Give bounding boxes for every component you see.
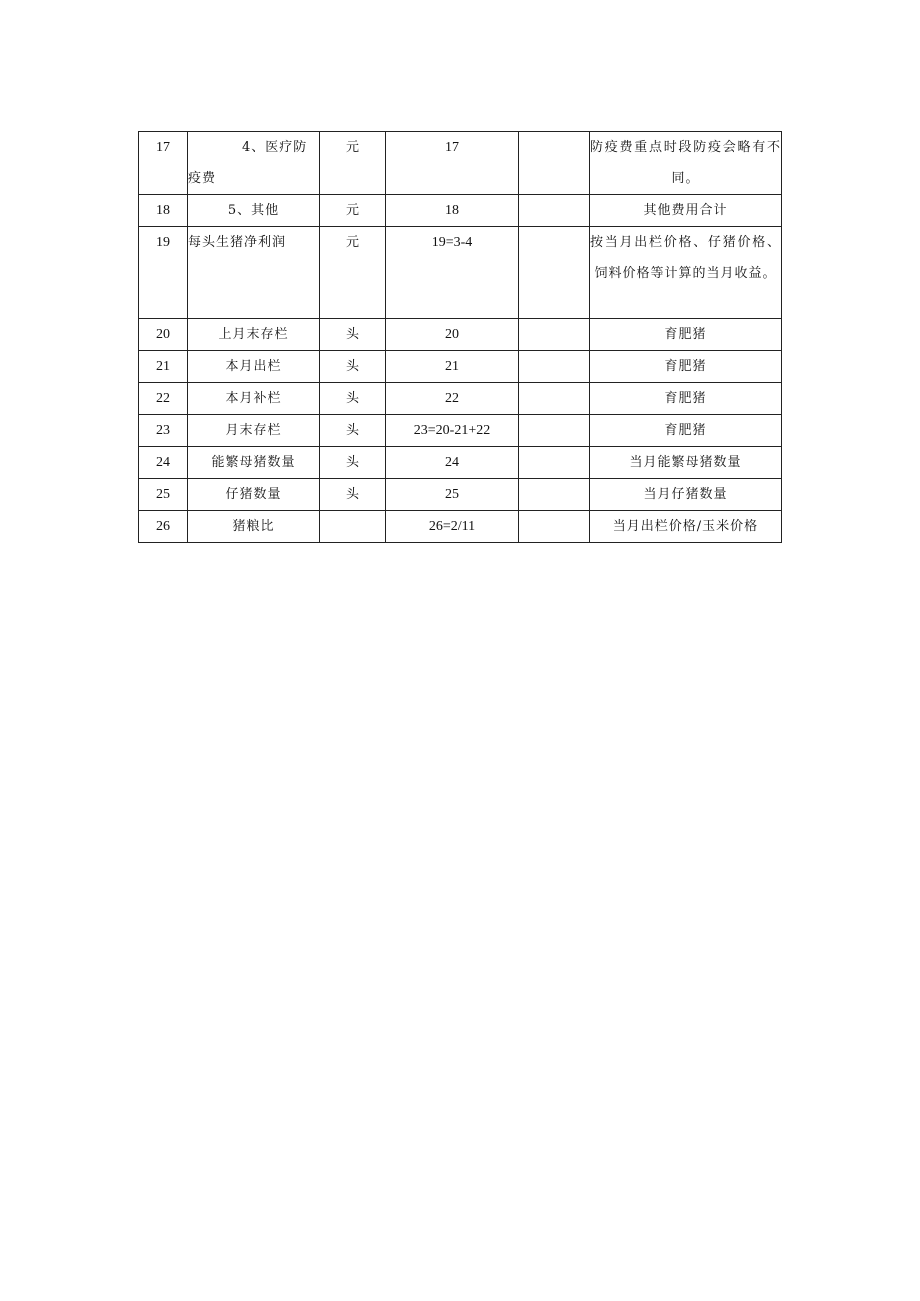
- blank-cell: [519, 447, 590, 479]
- item-name: 上月末存栏: [188, 319, 320, 351]
- item-name: 仔猪数量: [188, 479, 320, 511]
- unit: 元: [320, 132, 386, 195]
- note: 育肥猪: [590, 383, 782, 415]
- note: 其他费用合计: [590, 195, 782, 227]
- formula: 24: [386, 447, 519, 479]
- item-name: 月末存栏: [188, 415, 320, 447]
- indicator-table: [138, 131, 782, 543]
- blank-cell: [519, 195, 590, 227]
- note: 育肥猪: [590, 319, 782, 351]
- formula: 19=3-4: [386, 227, 519, 319]
- formula: 18: [386, 195, 519, 227]
- table-row: [139, 511, 782, 543]
- note: 当月能繁母猪数量: [590, 447, 782, 479]
- item-name: 5、其他: [188, 195, 320, 227]
- item-name: 每头生猪净利润: [188, 227, 320, 319]
- note: 育肥猪: [590, 415, 782, 447]
- unit: 头: [320, 479, 386, 511]
- item-name-text: 4、医疗防疫费: [188, 140, 308, 186]
- formula: 20: [386, 319, 519, 351]
- note: 当月出栏价格/玉米价格: [590, 511, 782, 543]
- note: 防疫费重点时段防疫会略有不同。: [590, 132, 782, 195]
- item-name: 猪粮比: [188, 511, 320, 543]
- blank-cell: [519, 351, 590, 383]
- item-name: 本月补栏: [188, 383, 320, 415]
- item-name: [188, 132, 320, 195]
- formula: 22: [386, 383, 519, 415]
- blank-cell: [519, 227, 590, 319]
- table-row: [139, 415, 782, 447]
- table-row: [139, 319, 782, 351]
- unit: 元: [320, 227, 386, 319]
- formula: 17: [386, 132, 519, 195]
- blank-cell: [519, 415, 590, 447]
- row-number: 26: [139, 511, 188, 543]
- blank-cell: [519, 319, 590, 351]
- row-number: 20: [139, 319, 188, 351]
- unit: [320, 511, 386, 543]
- formula: 26=2/11: [386, 511, 519, 543]
- note: 育肥猪: [590, 351, 782, 383]
- formula: 23=20-21+22: [386, 415, 519, 447]
- table-row: [139, 351, 782, 383]
- item-name: 能繁母猪数量: [188, 447, 320, 479]
- unit: 头: [320, 319, 386, 351]
- row-number: 19: [139, 227, 188, 319]
- table-row: [139, 479, 782, 511]
- note: 按当月出栏价格、仔猪价格、饲料价格等计算的当月收益。: [590, 227, 782, 319]
- table-row: [139, 132, 782, 195]
- item-name: 本月出栏: [188, 351, 320, 383]
- row-number: 22: [139, 383, 188, 415]
- blank-cell: [519, 511, 590, 543]
- unit: 头: [320, 447, 386, 479]
- blank-cell: [519, 383, 590, 415]
- row-number: 18: [139, 195, 188, 227]
- unit: 元: [320, 195, 386, 227]
- table-row: [139, 447, 782, 479]
- formula: 21: [386, 351, 519, 383]
- table-row: [139, 195, 782, 227]
- unit: 头: [320, 415, 386, 447]
- blank-cell: [519, 479, 590, 511]
- row-number: 24: [139, 447, 188, 479]
- unit: 头: [320, 351, 386, 383]
- row-number: 17: [139, 132, 188, 195]
- row-number: 23: [139, 415, 188, 447]
- unit: 头: [320, 383, 386, 415]
- note: 当月仔猪数量: [590, 479, 782, 511]
- formula: 25: [386, 479, 519, 511]
- blank-cell: [519, 132, 590, 195]
- row-number: 25: [139, 479, 188, 511]
- table-row: [139, 383, 782, 415]
- table-row: [139, 227, 782, 319]
- row-number: 21: [139, 351, 188, 383]
